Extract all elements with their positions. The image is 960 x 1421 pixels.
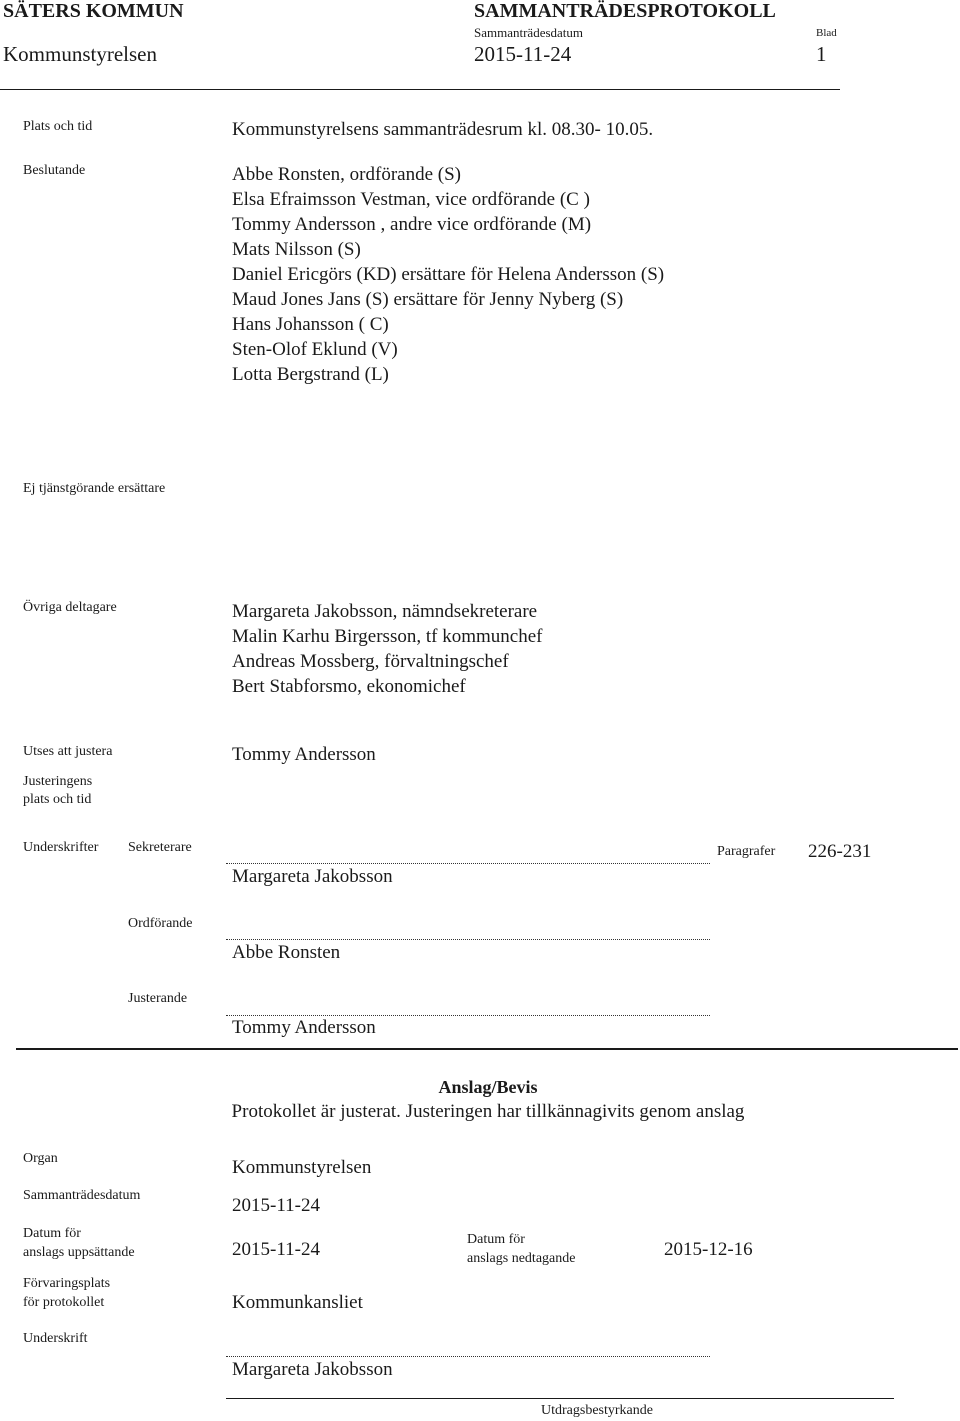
deciding-member: Hans Johansson ( C) [232,314,389,335]
notice-signature-line [226,1356,710,1357]
posted-date-label-line2: anslags uppsättande [23,1245,135,1260]
header-page-number: 1 [816,42,827,66]
other-participant: Margareta Jakobsson, nämndsekreterare [232,601,538,622]
storage-value: Kommunkansliet [232,1292,363,1313]
removed-date-value: 2015-12-16 [664,1239,753,1260]
deciding-members-list [232,162,664,387]
posted-date-label-line1: Datum för [23,1226,81,1241]
secretary-name: Margareta Jakobsson [232,866,393,887]
non-serving-label: Ej tjänstgörande ersättare [23,481,166,496]
adjust-place-label-line2: plats och tid [23,792,92,807]
signature-label: Underskrift [23,1331,88,1346]
deciding-member: Lotta Bergstrand (L) [232,364,389,385]
adjuster-signature-line [226,1015,710,1016]
chair-name: Abbe Ronsten [232,942,341,963]
storage-label-line1: Förvaringsplats [23,1276,111,1291]
other-participant: Bert Stabforsmo, ekonomichef [232,676,466,697]
signatures-label: Underskrifter [23,840,99,855]
secretary-signature-line [226,863,710,864]
place-value: Kommunstyrelsens sammanträdesrum kl. 08.30- 10.05. [232,119,654,140]
organization-name: SÄTERS KOMMUN [3,0,184,22]
header-date-label: Sammanträdesdatum [474,25,584,40]
other-participant: Andreas Mossberg, förvaltningschef [232,651,509,672]
document-type: SAMMANTRÄDESPROTOKOLL [474,0,776,22]
other-participants-list [232,599,542,699]
adjuster-value: Tommy Andersson [232,744,376,765]
meeting-date-label: Sammanträdesdatum [23,1188,141,1203]
adjuster-label: Utses att justera [23,744,113,759]
adjust-place-label-line1: Justeringens [23,774,93,789]
adjuster-name: Tommy Andersson [232,1017,376,1038]
deciding-member: Maud Jones Jans (S) ersättare för Jenny Nyberg (S) [232,289,624,310]
deciding-member: Mats Nilsson (S) [232,239,361,260]
removed-date-label-line1: Datum för [467,1232,525,1247]
organ-label: Organ [23,1151,58,1166]
header-page-label: Blad [816,27,837,39]
removed-date-label-line2: anslags nedtagande [467,1251,576,1266]
deciding-member: Sten-Olof Eklund (V) [232,339,398,360]
notice-signature-name: Margareta Jakobsson [232,1359,393,1380]
posted-date-value: 2015-11-24 [232,1239,320,1260]
deciding-member: Daniel Ericgörs (KD) ersättare för Helena Andersson (S) [232,264,665,285]
section-divider [16,1048,958,1050]
secretary-label: Sekreterare [128,840,192,855]
certified-label: Utdragsbestyrkande [541,1403,653,1418]
deciding-label: Beslutande [23,163,86,178]
paragraphs-label: Paragrafer [717,844,776,859]
paragraphs-value: 226-231 [808,841,872,862]
deciding-member: Elsa Efraimsson Vestman, vice ordförande (C ) [232,189,590,210]
place-label: Plats och tid [23,119,93,134]
header-body-name: Kommunstyrelsen [3,42,157,66]
meeting-date-value: 2015-11-24 [232,1195,320,1216]
others-label: Övriga deltagare [23,600,117,615]
header-date: 2015-11-24 [474,42,572,66]
chair-signature-line [226,939,710,940]
adjuster-signature-label: Justerande [128,991,188,1006]
storage-label-line2: för protokollet [23,1295,105,1310]
other-participant: Malin Karhu Birgersson, tf kommunchef [232,626,543,647]
notice-subtitle: Protokollet är justerat. Justeringen har tillkännagivits genom anslag [231,1101,745,1122]
certified-rule [226,1398,894,1399]
header-rule [0,89,840,90]
organ-value: Kommunstyrelsen [232,1157,372,1178]
deciding-member: Abbe Ronsten, ordförande (S) [232,164,462,185]
notice-title: Anslag/Bevis [438,1077,538,1097]
deciding-member: Tommy Andersson , andre vice ordförande (M) [232,214,592,235]
chair-label: Ordförande [128,916,193,931]
